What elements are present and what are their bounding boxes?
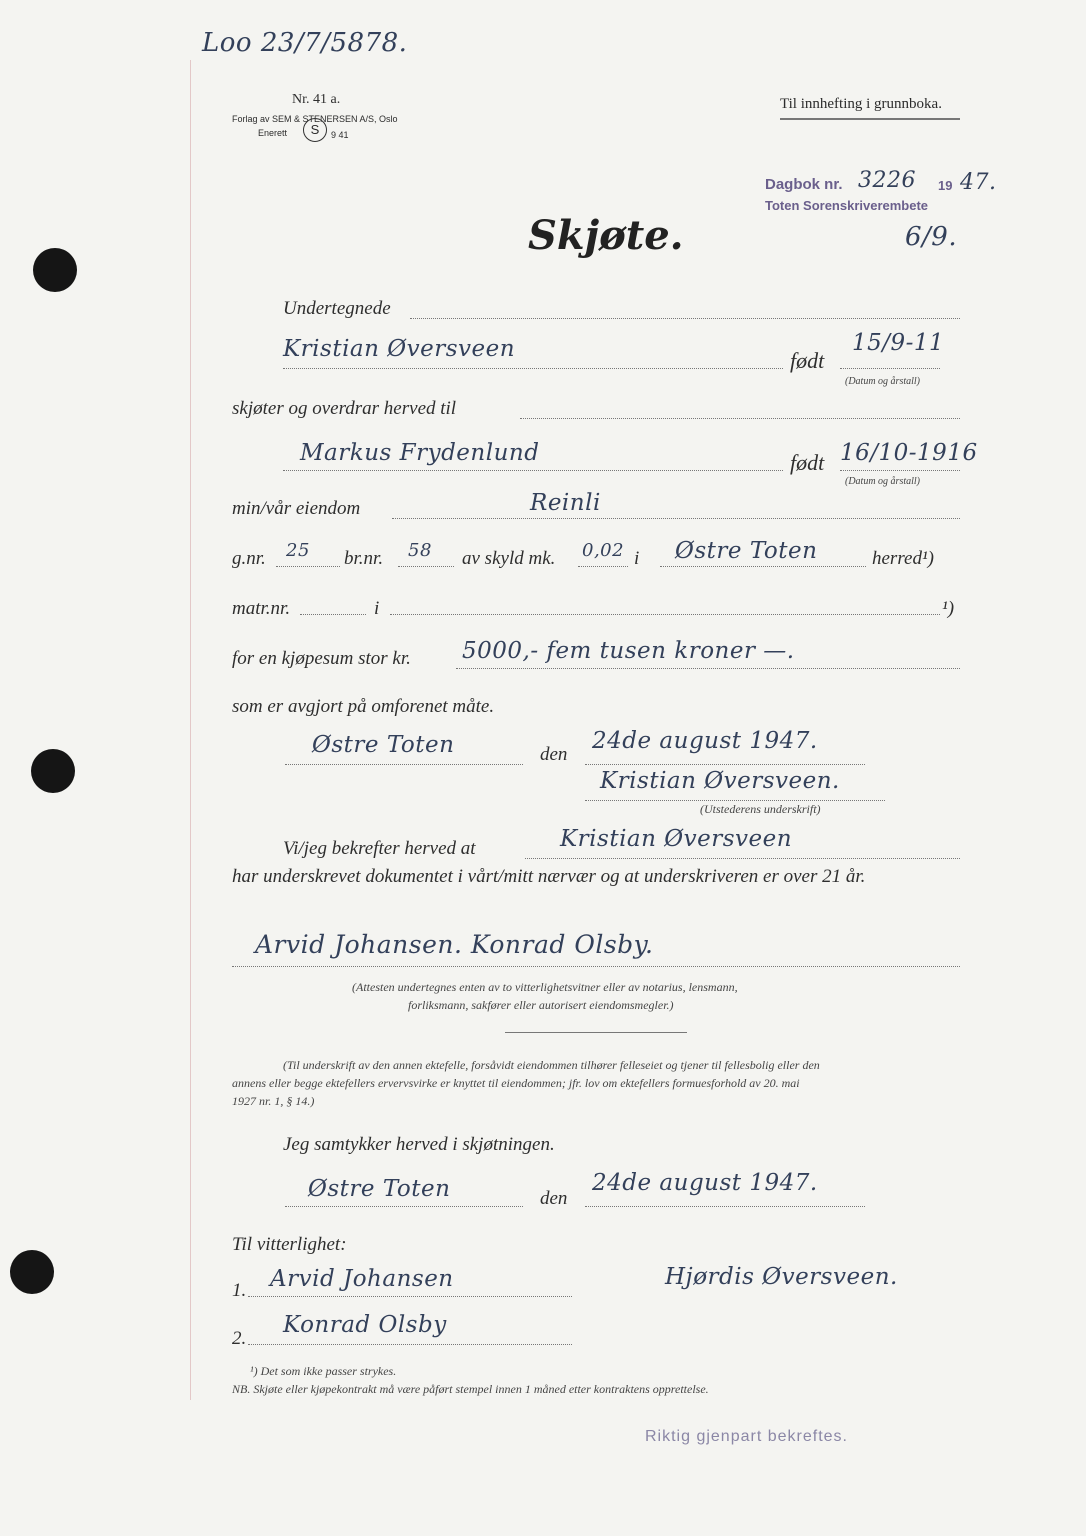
dotted-line [578,566,628,567]
publisher-enerett: Enerett [258,128,288,138]
dagbok-year-suffix: 47. [960,170,997,195]
label-datum-seller: (Datum og årstall) [845,376,920,387]
ektefelle-line-2: annens eller begge ektefellers ervervsvirke er knyttet til eiendommen; jfr. lov om ektefellers formuesforhold av 20. mai [232,1076,800,1090]
dotted-line [398,566,454,567]
dotted-line [585,800,885,801]
seller-birthdate: 15/9-11 [852,330,945,356]
dotted-line [283,470,783,471]
consent-place: Østre Toten [308,1176,451,1202]
label-gnr: g.nr. [232,548,266,569]
grunnbok-underline [780,118,960,120]
dotted-line [248,1344,572,1345]
dotted-line [276,566,340,567]
form-number: Nr. 41 a. [292,92,341,107]
punch-hole-top [33,248,77,292]
witness-1-signature: Arvid Johansen [270,1266,454,1292]
attest-line-1: (Attesten undertegnes enten av to vitterlighetsvitner eller av notarius, lensmann, [352,980,738,994]
label-paren: ¹) [942,598,955,619]
dotted-line [840,368,940,369]
price-value: 5000,- fem tusen kroner —. [462,638,795,664]
dotted-line [300,614,366,615]
dotted-line [456,668,960,669]
ektefelle-line-3: 1927 nr. 1, § 14.) [232,1094,315,1108]
consent-date: 24de august 1947. [592,1170,818,1196]
label-eiendom: min/vår eiendom [232,498,361,519]
top-handwritten-note: Loo 23/7/5878. [202,28,408,58]
label-skyld: av skyld mk. [462,548,556,569]
dotted-line [410,318,960,319]
dotted-line [660,566,866,567]
spouse-signature: Hjørdis Øversveen. [665,1264,898,1290]
dotted-line [585,1206,865,1207]
label-fodt-seller: født [790,348,825,373]
dotted-line [392,518,960,519]
dotted-line [248,1296,572,1297]
skyld-value: 0,02 [582,540,625,561]
document-title: Skjøte. [528,212,684,259]
date-value: 24de august 1947. [592,728,818,754]
dotted-line [525,858,960,859]
witness-number-1: 1. [232,1280,247,1301]
herred-value: Østre Toten [675,538,818,564]
office-stamp: Toten Sorenskriverembete [765,198,929,213]
label-fodt-buyer: født [790,450,825,475]
dotted-line [390,614,940,615]
witness-2-signature: Konrad Olsby [283,1312,447,1338]
label-vitterlighet: Til vitterlighet: [232,1234,347,1255]
buyer-name: Markus Frydenlund [300,440,540,466]
witness-number-2: 2. [232,1328,247,1349]
ektefelle-line-1: (Til underskrift av den annen ektefelle, forsåvidt eiendommen tilhører felleseiet og tjener til fellesbolig eller den [283,1058,820,1072]
label-samtykker: Jeg samtykker herved i skjøtningen. [283,1134,555,1155]
label-bekrefter: Vi/jeg bekrefter herved at [283,838,476,859]
publisher-line: Forlag av SEM & STENERSEN A/S, Oslo [232,114,398,124]
label-underskrevet: har underskrevet dokumentet i vårt/mitt nærvær og at underskriveren er over 21 år. [232,866,866,887]
bottom-stamp: Riktig gjenpart bekreftes. [645,1428,848,1445]
dagbok-label: Dagbok nr. [765,176,843,193]
buyer-birthdate: 16/10-1916 [840,440,978,466]
footnote-1: ¹) Det som ikke passer strykes. [250,1364,397,1378]
dotted-line [283,368,783,369]
dotted-line [285,764,523,765]
label-undertegnede: Undertegnede [283,298,391,319]
stamp-date: 6/9. [905,222,958,252]
label-herred: herred¹) [872,548,934,569]
label-den-consent: den [540,1188,568,1209]
label-matrnr: matr.nr. [232,598,291,619]
label-den: den [540,744,568,765]
dotted-line [232,966,960,967]
publisher-logo-icon: S [303,118,327,142]
label-brnr: br.nr. [344,548,384,569]
punch-hole-middle [31,749,75,793]
footnote-2: NB. Skjøte eller kjøpekontrakt må være påført stempel innen 1 måned etter kontraktens opprettelse. [232,1382,709,1396]
publisher-year: 9 41 [331,130,349,140]
label-i: i [634,548,640,569]
dagbok-number: 3226 [858,168,916,193]
margin-line [190,60,191,1400]
label-avgjort: som er avgjort på omforenet måte. [232,696,495,717]
seller-name: Kristian Øversveen [283,336,516,362]
punch-hole-bottom [10,1250,54,1294]
dotted-line [285,1206,523,1207]
label-utsteder: (Utstederens underskrift) [700,802,821,816]
place-value: Østre Toten [312,732,455,758]
gnr-value: 25 [286,540,310,561]
witnessed-name: Kristian Øversveen [560,826,793,852]
separator-rule [505,1032,687,1033]
label-i-matr: i [374,598,380,619]
seller-signature: Kristian Øversveen. [600,768,840,794]
label-datum-buyer: (Datum og årstall) [845,476,920,487]
grunnbok-note: Til innhefting i grunnboka. [780,96,942,112]
dotted-line [585,764,865,765]
attest-line-2: forliksmann, sakfører eller autorisert eiendomsmegler.) [408,998,674,1012]
brnr-value: 58 [408,540,432,561]
dotted-line [840,470,960,471]
label-kjopesum: for en kjøpesum stor kr. [232,648,411,669]
property-name: Reinli [530,490,601,516]
dotted-line [520,418,960,419]
label-skjoter: skjøter og overdrar herved til [232,398,457,419]
dagbok-year-prefix: 19 [938,178,953,193]
witnesses-line: Arvid Johansen. Konrad Olsby. [255,930,654,959]
